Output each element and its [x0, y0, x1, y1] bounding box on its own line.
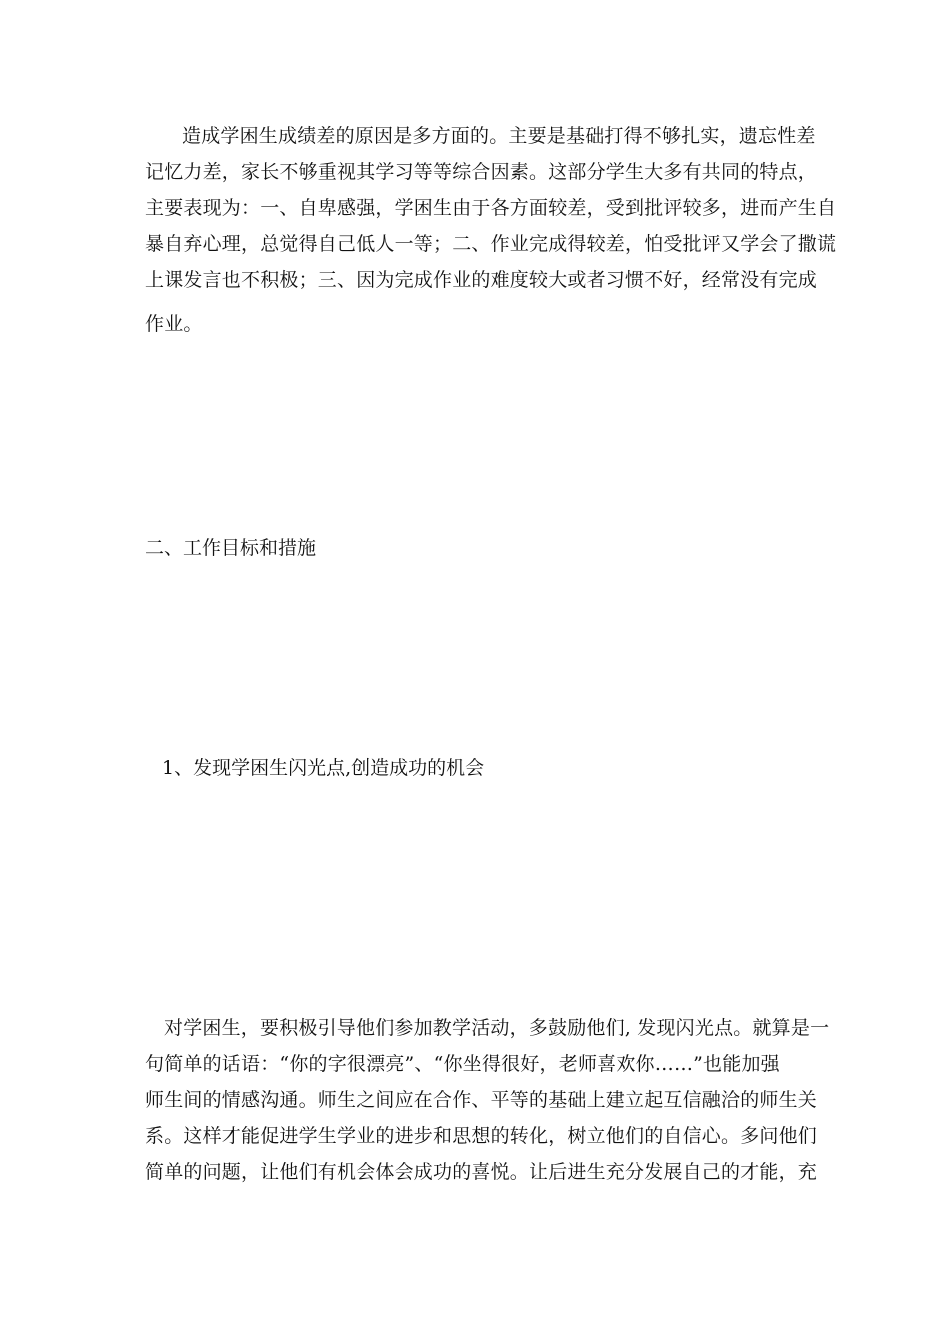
paragraph1-line-2: 记忆力差，家长不够重视其学习等等综合因素。这部分学生大多有共同的特点， [145, 161, 818, 183]
paragraph1-line-1: 造成学困生成绩差的原因是多方面的。主要是基础打得不够扎实，遗忘性差 [182, 125, 816, 147]
section-heading: 二、工作目标和措施 [145, 537, 317, 559]
paragraph2-line-3: 师生间的情感沟通。师生之间应在合作、平等的基础上建立起互信融洽的师生关 [145, 1089, 818, 1111]
paragraph2-line-4: 系。这样才能促进学生学业的进步和思想的转化，树立他们的自信心。多问他们 [145, 1125, 818, 1147]
subheading: 1、发现学困生闪光点,创造成功的机会 [162, 757, 485, 779]
paragraph1-line-5: 上课发言也不积极；三、因为完成作业的难度较大或者习惯不好，经常没有完成 [145, 269, 818, 291]
paragraph1-line-6: 作业。 [145, 313, 203, 335]
paragraph1-line-3: 主要表现为：一、自卑感强，学困生由于各方面较差，受到批评较多，进而产生自 [145, 197, 837, 219]
paragraph2-line-2: 句简单的话语：“你的字很漂亮”、“你坐得很好，老师喜欢你……”也能加强 [145, 1053, 780, 1075]
paragraph1-line-4: 暴自弃心理，总觉得自己低人一等；二、作业完成得较差，怕受批评又学会了撒谎 [145, 233, 837, 255]
paragraph2-line-5: 简单的问题，让他们有机会体会成功的喜悦。让后进生充分发展自己的才能，充 [145, 1161, 818, 1183]
paragraph2-line-1: 对学困生，要积极引导他们参加教学活动，多鼓励他们, 发现闪光点。就算是一 [164, 1017, 830, 1039]
